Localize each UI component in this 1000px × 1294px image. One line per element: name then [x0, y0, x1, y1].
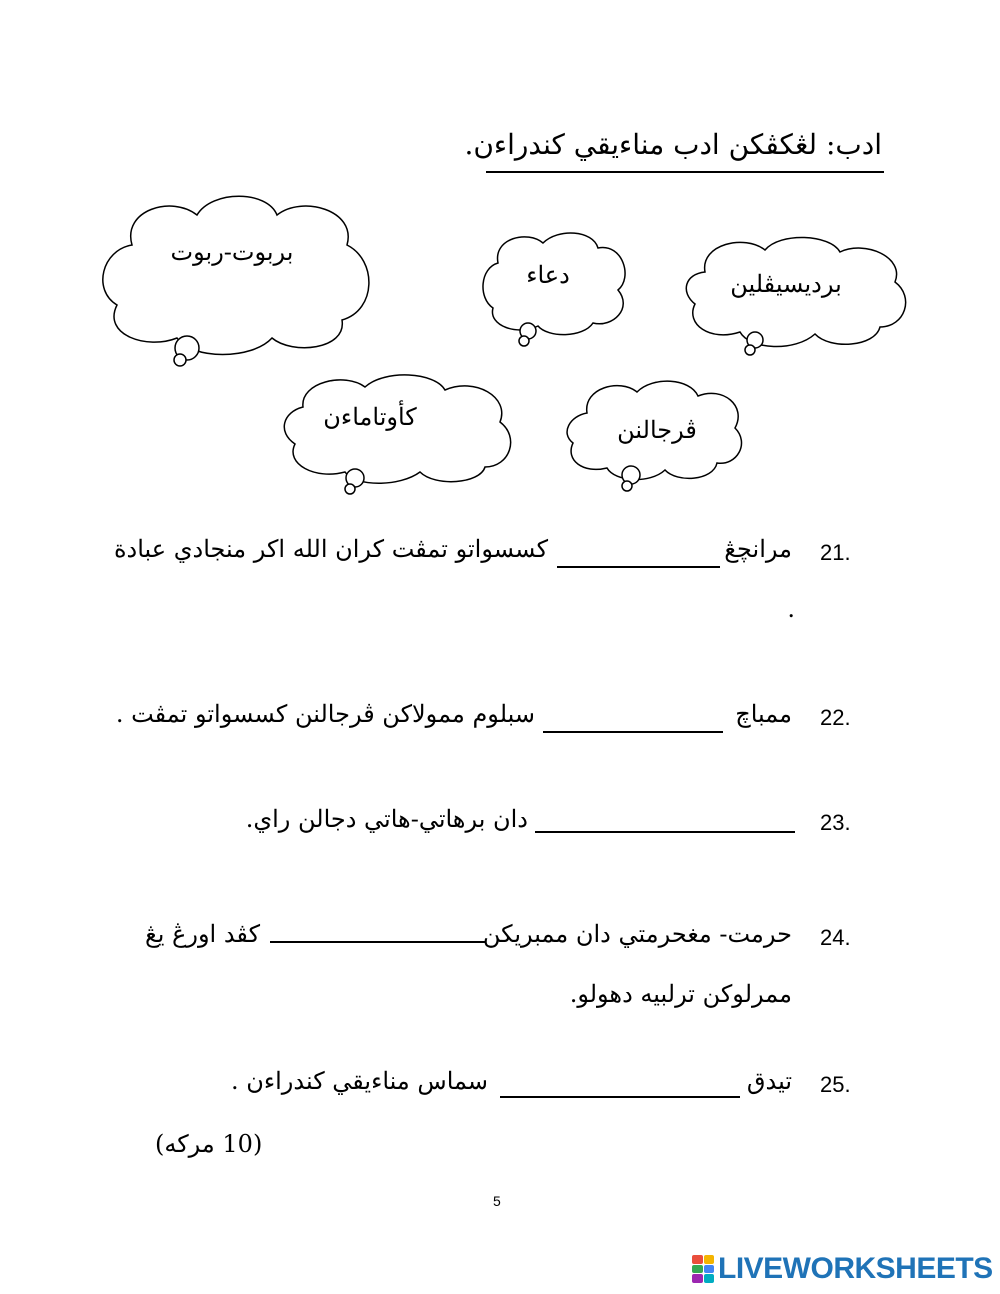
- answer-blank[interactable]: [543, 731, 723, 733]
- question-number: 23.: [820, 810, 851, 835]
- question-number: 25.: [820, 1072, 851, 1097]
- word-cloud-keutamaan: [275, 372, 515, 500]
- thought-cloud-icon: [275, 372, 515, 500]
- question-text-after: سماس مناءيقي كندراءن .: [230, 1067, 488, 1095]
- question-text-before: ممباچ: [735, 700, 792, 728]
- thought-cloud-icon: [478, 228, 633, 353]
- answer-blank[interactable]: [270, 941, 485, 943]
- question-text-before: تيدق: [746, 1067, 792, 1095]
- question-text-before: حرمت- مغحرمتي دان ممبريكن: [482, 920, 792, 948]
- word-cloud-perjalanan: [565, 378, 745, 496]
- word-bank-item: بربوت-ربوت: [170, 238, 294, 266]
- liveworksheets-icon: [692, 1255, 714, 1283]
- page-number: 5: [493, 1193, 501, 1209]
- word-cloud-doa: [478, 228, 633, 353]
- instruction-heading: ادب: لڠكڤكن ادب مناءيقي كندراءن.: [464, 128, 882, 161]
- question-number: 22.: [820, 705, 851, 730]
- question-text-line2: ممرلوكن ترلبيه دهولو.: [569, 980, 792, 1008]
- word-bank-item: برديسيڤلين: [730, 270, 842, 298]
- question-text-after: سبلوم ممولاكن ڤرجالنن كسسواتو تمڤت .: [115, 700, 535, 728]
- question-text-after: دان برهاتي-هاتي دجالن راي.: [245, 805, 528, 833]
- question-number: 24.: [820, 925, 851, 950]
- word-cloud-berdisiplin: [680, 232, 908, 362]
- brand-name: LIVEWORKSHEETS: [718, 1252, 993, 1285]
- question-text-after: كڤد اورڠ يڠ: [144, 920, 260, 948]
- instruction-underline: [486, 171, 884, 173]
- question-text-after: كسسواتو تمڤت كران الله اكر منجادي عبادة: [113, 535, 548, 563]
- question-text-line2: .: [787, 595, 795, 623]
- answer-blank[interactable]: [535, 831, 795, 833]
- total-marks: (10 مركه): [155, 1130, 263, 1158]
- word-bank-item: دعاء: [526, 261, 570, 289]
- liveworksheets-logo[interactable]: [692, 1252, 993, 1286]
- word-bank-item: كأوتاماءن: [323, 403, 417, 431]
- answer-blank[interactable]: [500, 1096, 740, 1098]
- question-text-before: مرانچڠ: [724, 535, 792, 563]
- word-cloud-bergurau: [92, 190, 372, 375]
- answer-blank[interactable]: [557, 566, 720, 568]
- thought-cloud-icon: [92, 190, 372, 375]
- question-number: 21.: [820, 540, 851, 565]
- word-bank-item: ڤرجالنن: [617, 416, 697, 444]
